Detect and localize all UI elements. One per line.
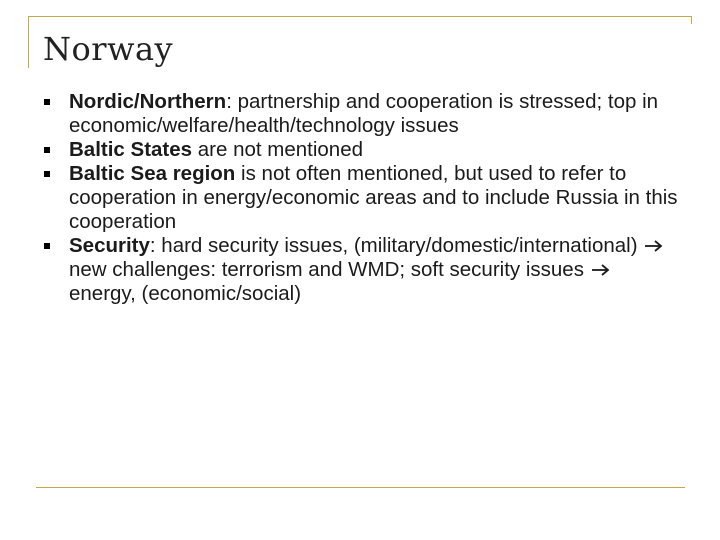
bottom-divider [36,487,685,488]
left-accent-line [28,16,29,68]
bullet-text: is not often mentioned, but used to refer to cooperation in energy/economic areas and to include Russia in this cooperation [69,162,678,233]
right-arrow-icon [643,235,667,249]
bullet-heading: Baltic States [69,138,193,161]
bullet-item-security [44,234,684,306]
bullet-item-nordic [44,90,684,138]
top-divider [28,16,692,17]
bullet-heading: Baltic Sea region [69,162,236,185]
square-bullet-icon [44,171,50,177]
bullet-heading: Nordic/Northern [69,90,227,113]
bullet-text: energy, (economic/social) [69,282,302,305]
square-bullet-icon [44,147,50,153]
right-arrow-icon [590,259,614,273]
slide-title: Norway [43,30,174,68]
bullet-text: are not mentioned [192,138,364,161]
bullet-item-baltic-states [44,138,684,162]
bullet-text: new challenges: terrorism and WMD; soft security issues [69,258,590,281]
bullet-heading: Security [69,234,150,257]
bullet-list [44,90,684,306]
square-bullet-icon [44,99,50,105]
bullet-text: : partnership and cooperation is stressed; top in economic/welfare/health/technology issues [69,90,659,137]
bullet-item-baltic-sea-region [44,162,684,234]
square-bullet-icon [44,243,50,249]
bullet-text: : hard security issues, (military/domestic/international) [149,234,644,257]
